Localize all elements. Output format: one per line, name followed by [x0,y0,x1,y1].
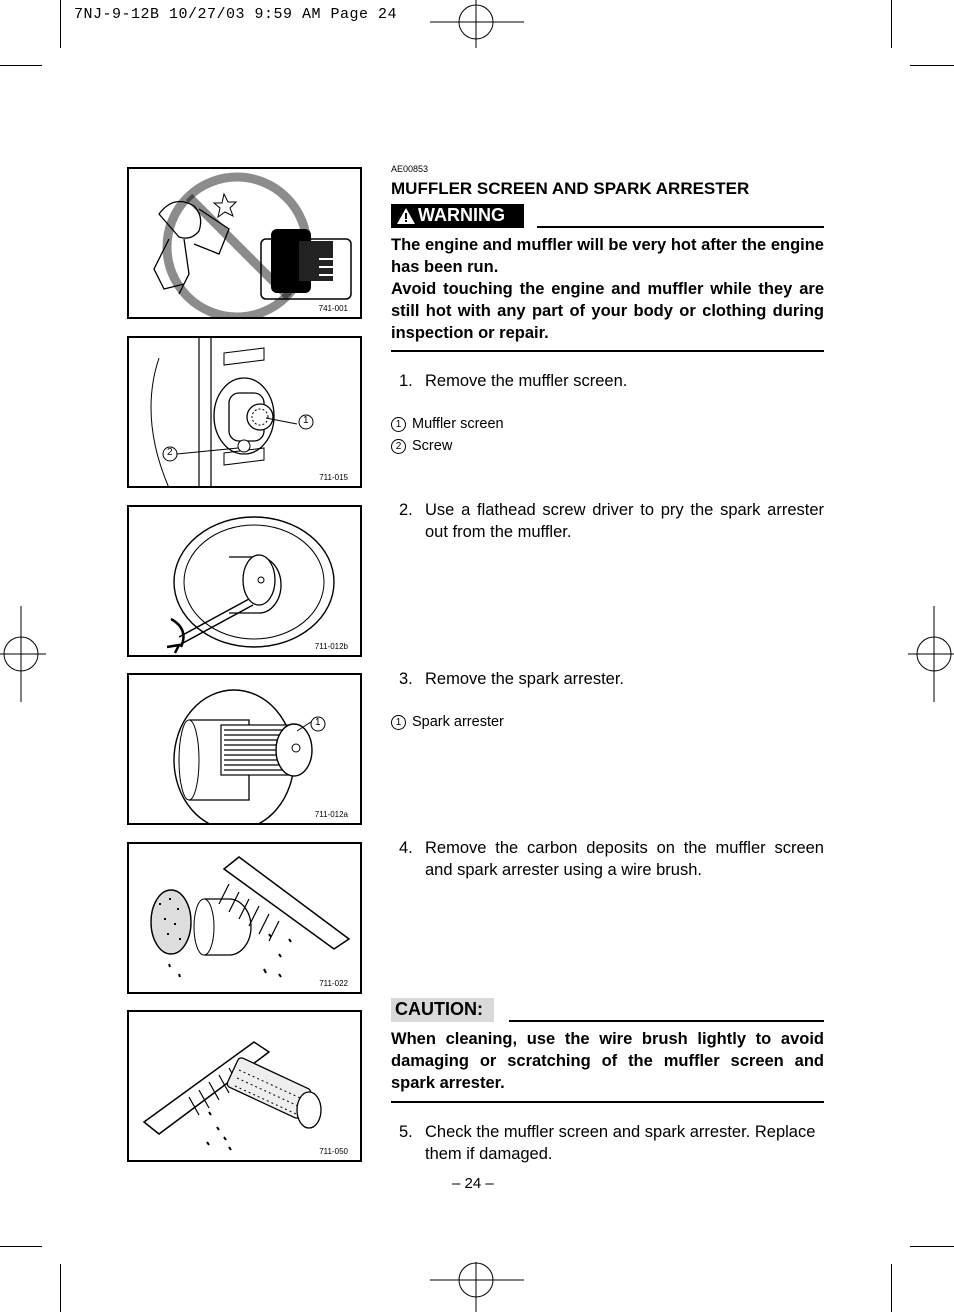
figure-spark-arrester [127,673,362,825]
crop-mark [891,0,892,48]
callout-number: 1 [391,417,406,432]
step-2 [399,499,824,543]
figure-code: 741-001 [318,304,348,313]
step-text: Remove the muffler screen. [425,372,628,390]
figure-screwdriver-pry [127,505,362,657]
label-text: Spark arrester [412,714,504,730]
label-text: Screw [412,438,453,454]
callout-number: 1 [303,415,309,426]
figure-wire-brush-screen [127,842,362,994]
crop-mark [60,1264,61,1312]
callout-number: 1 [315,717,321,728]
step-number: 5. [399,1123,413,1141]
warning-text-1: The engine and muffler will be very hot after the engine has been run. [391,236,824,276]
crop-mark [0,1246,42,1247]
hot-muffler-prohibition-illustration-icon [129,169,362,319]
step-text: Remove the carbon deposits on the muffler screen and spark arrester using a wire brush. [425,839,824,879]
figure-code: 711-050 [319,1147,348,1156]
figure-code: 711-012b [314,642,348,651]
label-screw [391,438,452,454]
crop-mark [891,1264,892,1312]
warning-end-rule [391,350,824,352]
screwdriver-pry-illustration-icon [129,507,362,657]
warning-rule [537,226,824,228]
label-spark-arrester [391,714,504,730]
figure-code: 711-012a [314,810,348,819]
page-number: – 24 – [452,1175,494,1192]
warning-badge [391,204,524,228]
step-text: Remove the spark arrester. [425,670,624,688]
step-text: Check the muffler screen and spark arrester. Replace them if damaged. [425,1123,816,1163]
caution-label: CAUTION: [395,999,483,1019]
step-3 [399,668,824,690]
crop-mark [910,1246,954,1247]
registration-mark-icon [0,606,48,702]
step-number: 2. [399,501,413,519]
figure-muffler-screen [127,336,362,488]
wire-brush-arrester-illustration-icon [129,1012,362,1162]
caution-text: When cleaning, use the wire brush lightly to avoid damaging or scratching of the muffler screen and spark arrester. [391,1030,824,1092]
step-5 [399,1121,824,1165]
step-number: 1. [399,372,413,390]
step-1 [399,370,824,392]
print-slug: 7NJ-9-12B 10/27/03 9:59 AM Page 24 [74,6,398,23]
crop-mark [0,65,42,66]
step-number: 3. [399,670,413,688]
wire-brush-screen-illustration-icon [129,844,362,994]
step-text: Use a flathead screw driver to pry the spark arrester out from the muffler. [425,501,824,541]
figure-code: 711-022 [319,979,348,988]
registration-mark-icon [430,1262,526,1312]
callout-number: 2 [391,439,406,454]
registration-mark-icon [906,606,954,702]
label-muffler-screen [391,416,504,432]
section-title: MUFFLER SCREEN AND SPARK ARRESTER [391,179,750,198]
caution-rule [509,1020,824,1022]
figure-code: 711-015 [319,473,348,482]
spark-arrester-illustration-icon [129,675,362,825]
caution-end-rule [391,1101,824,1103]
registration-mark-icon [430,0,526,50]
callout-number: 2 [167,447,173,458]
figure-wire-brush-arrester [127,1010,362,1162]
step-number: 4. [399,839,413,857]
crop-mark [60,0,61,48]
warning-triangle-icon [396,207,416,225]
label-text: Muffler screen [412,416,504,432]
caution-badge [391,998,494,1022]
step-4 [399,837,824,881]
section-code: AE00853 [391,164,429,174]
muffler-screen-illustration-icon [129,338,362,488]
warning-text-2: Avoid touching the engine and muffler while they are still hot with any part of your body or clothing during inspection or repair. [391,280,824,342]
callout-number: 1 [391,715,406,730]
figure-hot-muffler [127,167,362,319]
warning-label: WARNING [418,205,505,225]
crop-mark [910,65,954,66]
